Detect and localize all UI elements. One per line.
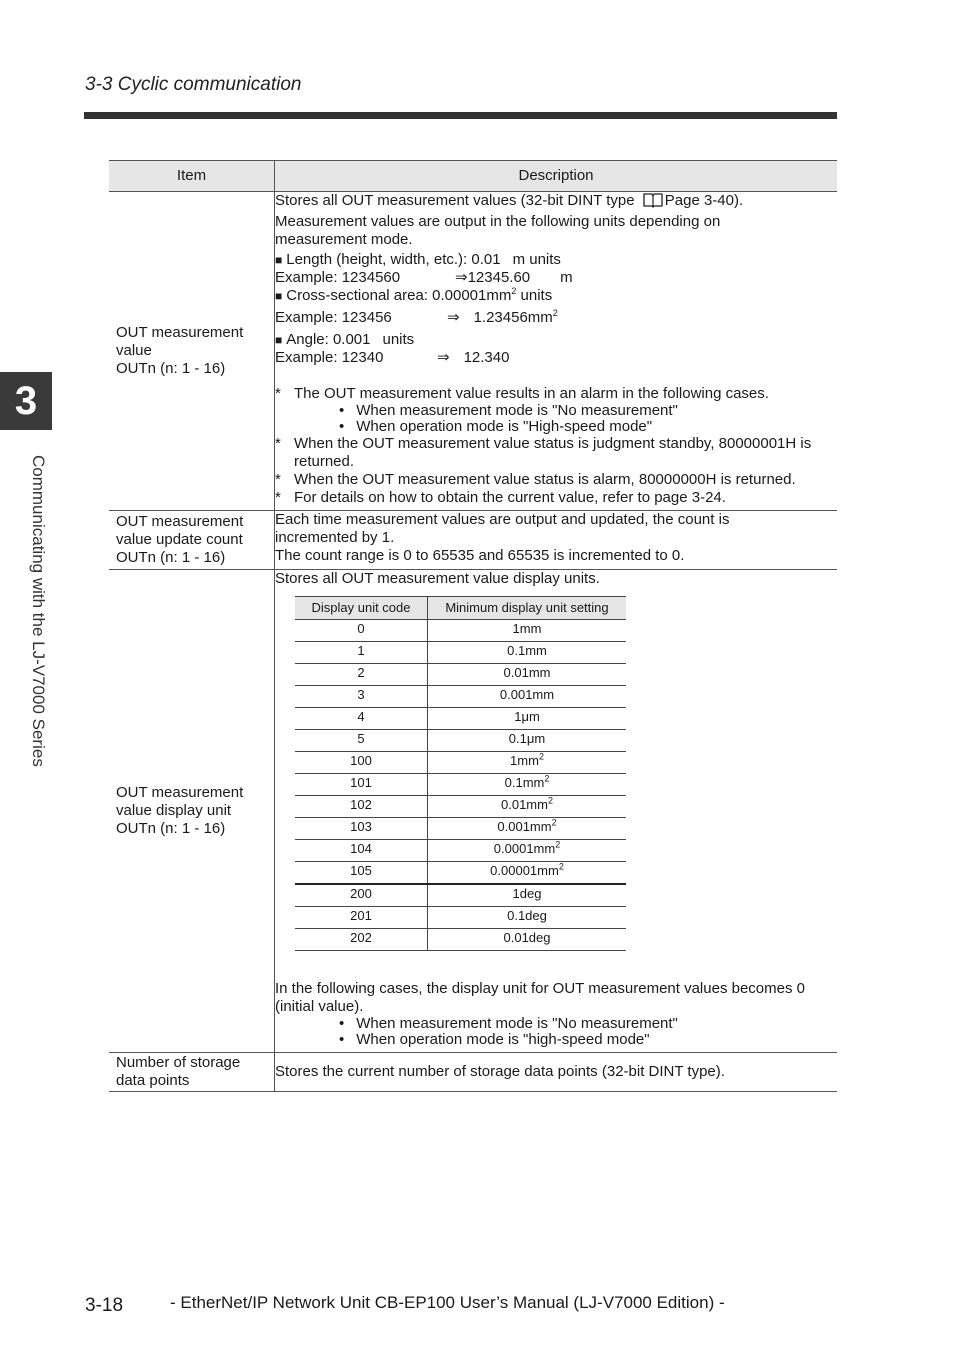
unit-header-setting: Minimum display unit setting: [428, 597, 627, 620]
unit-table-row: [295, 752, 626, 774]
unit-table-body: [295, 620, 626, 951]
unit-table-row: [295, 862, 626, 885]
item-cell: [109, 192, 275, 511]
description-cell: [275, 570, 838, 1053]
unit-code-cell: 104: [295, 840, 428, 862]
item-line: value update count: [116, 531, 243, 548]
unit-setting-cell: $0.0001mm^2$: [428, 840, 627, 862]
item-line: value: [116, 342, 152, 359]
unit-table-row: [295, 907, 626, 929]
desc-text: In the following cases, the display unit for OUT measurement values becomes 0: [275, 980, 805, 997]
desc-text: Measurement values are output in the following units depending on: [275, 213, 721, 230]
item-cell: [109, 511, 275, 570]
chapter-side-title: Communicating with the LJ-V7000 Series: [29, 455, 48, 767]
table-header-row: [109, 161, 837, 192]
unit-code-cell: 101: [295, 774, 428, 796]
note: * The OUT measurement value results in an alarm in the following cases.: [275, 385, 769, 402]
item-cell: [109, 1053, 275, 1092]
item-line: OUT measurement: [116, 324, 244, 341]
note-bullet: • When measurement mode is "No measurement": [275, 403, 837, 419]
unit-setting-cell: 0.01deg: [428, 929, 627, 951]
note-bullet: • When measurement mode is "No measurement": [275, 1016, 837, 1032]
unit-setting-cell: 0.1μm: [428, 730, 627, 752]
unit-table-header: [295, 597, 626, 620]
note: * For details on how to obtain the current value, refer to page 3-24.: [275, 489, 726, 506]
desc-text: (initial value).: [275, 998, 364, 1015]
unit-setting-cell: 0.01mm: [428, 664, 627, 686]
desc-text: 12.340: [463, 349, 510, 366]
unit-setting-cell: $1mm^2$: [428, 752, 627, 774]
unit-code-cell: 105: [295, 862, 428, 885]
desc-text: Stores all OUT measurement values (32-bit DINT type: [275, 192, 635, 209]
desc-text: incremented by 1.: [275, 529, 395, 546]
table-row: [109, 570, 837, 1053]
unit-setting-cell: 0.1mm: [428, 642, 627, 664]
item-line: OUTn (n: 1 - 16): [116, 820, 226, 837]
table-row: [109, 1053, 837, 1092]
unit-table-row: [295, 664, 626, 686]
desc-text: 1.23456mm: [473, 309, 553, 326]
note-bullet: • When operation mode is "high-speed mode": [275, 1032, 837, 1048]
unit-table-row: [295, 686, 626, 708]
note: * When the OUT measurement value status is alarm, 80000000H is returned.: [275, 471, 796, 488]
unit-code-cell: 103: [295, 818, 428, 840]
unit-table-row: [295, 620, 626, 642]
desc-text: measurement mode.: [275, 231, 413, 248]
table-row: [109, 192, 837, 511]
display-unit-table: [295, 596, 626, 951]
desc-text: Example: 123456: [275, 309, 392, 326]
unit-code-cell: 5: [295, 730, 428, 752]
unit-table-row: [295, 708, 626, 730]
desc-text: Angle: 0.001: [286, 331, 371, 348]
description-cell: [275, 1053, 838, 1092]
unit-code-cell: 2: [295, 664, 428, 686]
section-title: 3-3 Cyclic communication: [85, 74, 302, 95]
desc-text: Each time measurement values are output and updated, the count is: [275, 511, 730, 528]
page-number: 3-18: [85, 1295, 124, 1316]
desc-text: The count range is 0 to 65535 and 65535 is incremented to 0.: [275, 547, 685, 564]
desc-text: units: [516, 287, 553, 304]
desc-text: Stores the current number of storage data points (32-bit DINT type).: [275, 1063, 725, 1080]
item-line: OUTn (n: 1 - 16): [116, 360, 226, 377]
unit-table-row: [295, 774, 626, 796]
desc-text: m units: [512, 251, 561, 268]
item-line: OUTn (n: 1 - 16): [116, 549, 226, 566]
register-table: [109, 160, 837, 1092]
unit-setting-cell: $0.1mm^2$: [428, 774, 627, 796]
desc-text: m: [560, 269, 573, 286]
description-cell: Stores all OUT measurement values (32-bit DINT type Page 3-40). Measurement values are output in the following units depending on measurement mode. ■ Length (height, width, etc.): 0.01 m units Example: 1234560 ⇒12345.60 m ■ Cross-sectional area: $0.00001mm^2$ units Example: 123456 ⇒ $1.23456mm^2$ ■ Angle: 0.001 units Example: 12340 ⇒ 12.340 * The OUT measurement value results in an alarm in the following cases. • When measurement mode is "No measurement" • When operation mode is "High-speed mode" * When the OUT measurement value status is judgment standby, 80000001H is returned. * When the OUT measurement value status is alarm, 80000000H is returned. * For details on how to obtain the current value, refer to page 3-24.: [275, 192, 838, 511]
arrow-symbol: ⇒: [437, 349, 450, 366]
unit-setting-cell: 1μm: [428, 708, 627, 730]
unit-table-row: [295, 884, 626, 907]
desc-text: 12345.60: [467, 269, 531, 286]
item-line: data points: [116, 1072, 190, 1089]
desc-text: units: [382, 331, 415, 348]
item-line: value display unit: [116, 802, 232, 819]
header-item: Item: [109, 161, 275, 192]
unit-code-cell: 4: [295, 708, 428, 730]
unit-code-cell: 0: [295, 620, 428, 642]
manual-book-icon: [643, 192, 663, 213]
page-reference: Page 3-40).: [664, 192, 744, 209]
unit-code-cell: 102: [295, 796, 428, 818]
unit-table-row: [295, 818, 626, 840]
item-cell: [109, 570, 275, 1053]
unit-table-row: [295, 929, 626, 951]
manual-title: - EtherNet/IP Network Unit CB-EP100 User’s Manual (LJ-V7000 Edition) -: [170, 1293, 725, 1312]
unit-setting-cell: 1deg: [428, 884, 627, 907]
desc-text: Length (height, width, etc.): 0.01: [286, 251, 501, 268]
unit-setting-cell: 0.001mm: [428, 686, 627, 708]
item-line: OUT measurement: [116, 784, 244, 801]
unit-table-row: [295, 730, 626, 752]
unit-table-row: [295, 840, 626, 862]
desc-text: Stores all OUT measurement value display units.: [275, 570, 600, 587]
desc-text: Example: 12340: [275, 349, 384, 366]
note-bullet: • When operation mode is "High-speed mode": [275, 419, 837, 435]
description-cell: [275, 511, 838, 570]
unit-setting-cell: $0.00001mm^2$: [428, 862, 627, 885]
unit-table-row: [295, 796, 626, 818]
unit-setting-cell: 1mm: [428, 620, 627, 642]
unit-code-cell: 202: [295, 929, 428, 951]
item-line: OUT measurement: [116, 513, 244, 530]
desc-text: Example: 1234560: [275, 269, 401, 286]
item-line: Number of storage: [116, 1054, 241, 1071]
unit-setting-cell: $0.01mm^2$: [428, 796, 627, 818]
unit-setting-cell: 0.1deg: [428, 907, 627, 929]
unit-code-cell: 200: [295, 884, 428, 907]
square-bullet-icon: ■: [275, 289, 283, 303]
unit-table-row: [295, 642, 626, 664]
header-description: Description: [275, 161, 838, 192]
note: * When the OUT measurement value status is judgment standby, 80000001H is returned.: [275, 435, 812, 470]
unit-code-cell: 3: [295, 686, 428, 708]
arrow-symbol: ⇒: [447, 309, 460, 326]
arrow-symbol: ⇒: [455, 269, 468, 286]
square-bullet-icon: ■: [275, 253, 283, 267]
square-bullet-icon: ■: [275, 333, 283, 347]
unit-code-cell: 1: [295, 642, 428, 664]
chapter-tab: 3: [0, 372, 52, 430]
unit-header-code: Display unit code: [295, 597, 428, 620]
unit-setting-cell: $0.001mm^2$: [428, 818, 627, 840]
unit-code-cell: 100: [295, 752, 428, 774]
unit-code-cell: 201: [295, 907, 428, 929]
header-rule: [84, 112, 837, 119]
table-row: [109, 511, 837, 570]
desc-text: Cross-sectional area: 0.00001mm: [286, 287, 512, 304]
